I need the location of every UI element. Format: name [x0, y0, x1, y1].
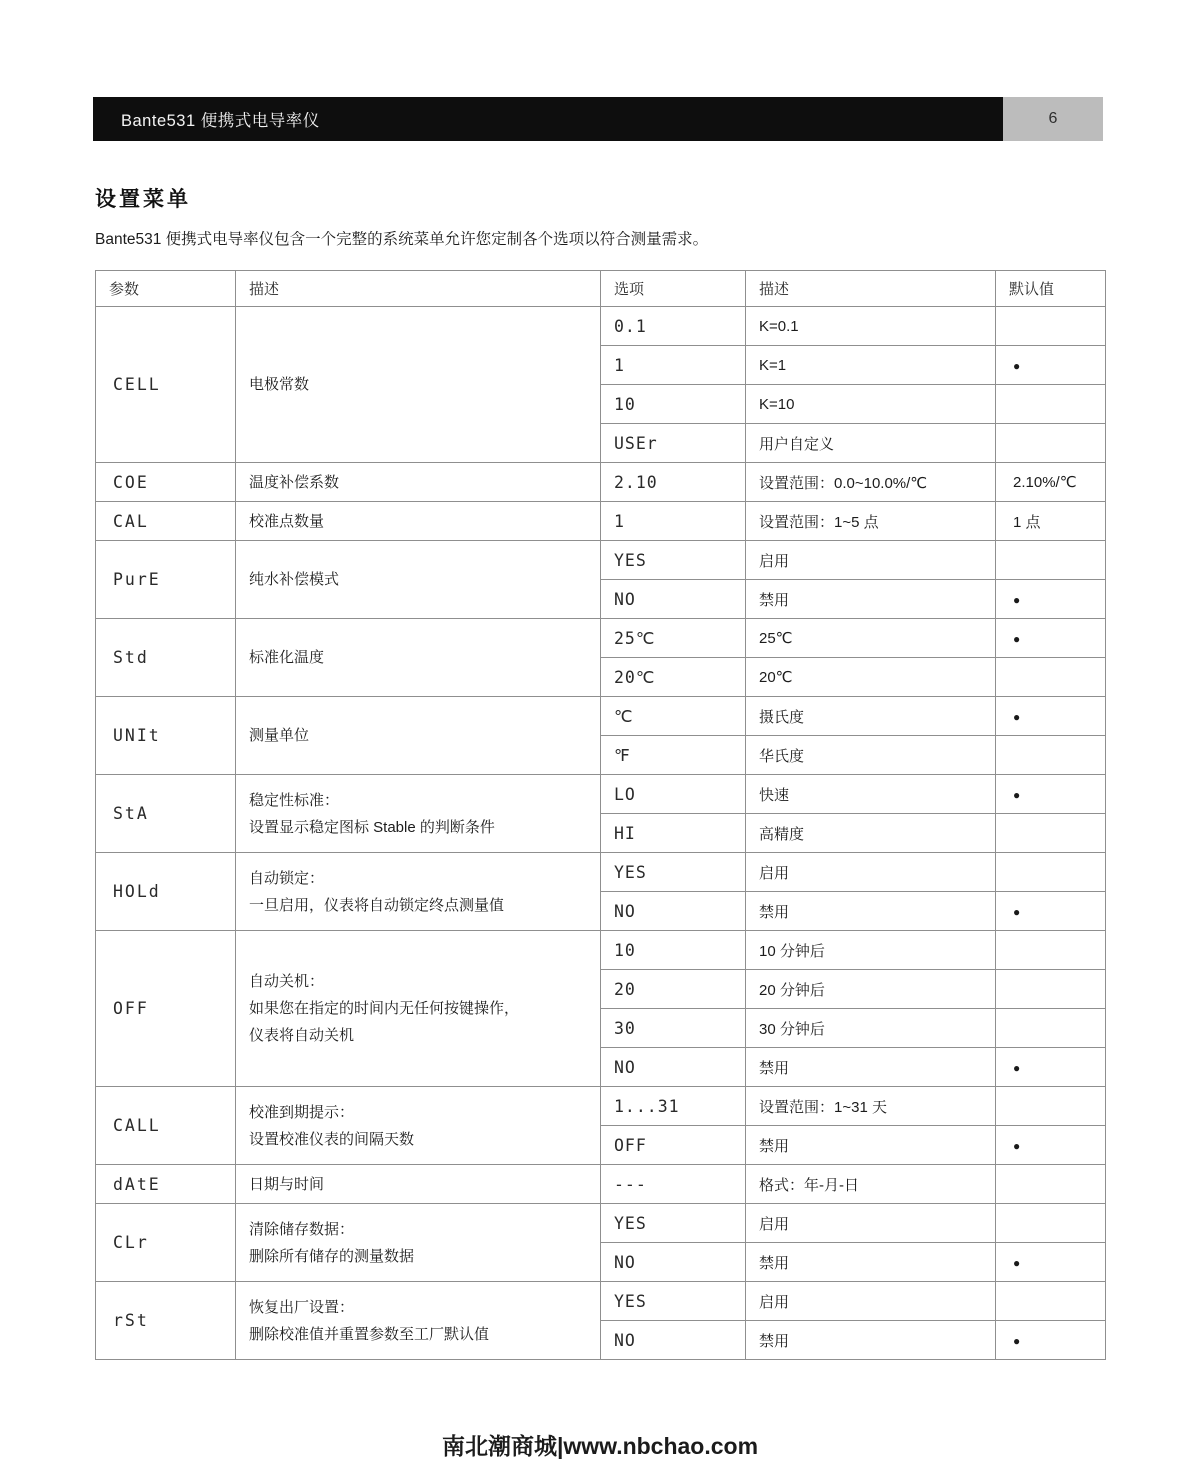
- option-description-cell: 格式：年-月-日: [746, 1165, 996, 1204]
- option-description-cell: 高精度: [746, 814, 996, 853]
- parameter-cell: HOLd: [96, 853, 236, 931]
- default-value-cell: [996, 580, 1106, 619]
- default-value-cell: [996, 892, 1106, 931]
- default-bullet: ●: [1013, 358, 1021, 373]
- parameter-description-cell: [236, 775, 601, 853]
- table-row: [96, 931, 1106, 970]
- description-line: 一旦启用，仪表将自动锁定终点测量值: [249, 896, 505, 914]
- default-value-cell: [996, 1204, 1106, 1243]
- option-value-cell: YES: [601, 541, 746, 580]
- description-line: 如果您在指定的时间内无任何按键操作，: [249, 1000, 520, 1017]
- default-bullet: ●: [1013, 631, 1021, 646]
- description-line: 标准化温度: [249, 649, 325, 666]
- option-value-cell: OFF: [601, 1126, 746, 1165]
- default-value-cell: [996, 775, 1106, 814]
- parameter-description-cell: [236, 541, 601, 619]
- column-header: 描述: [236, 271, 601, 307]
- default-value-cell: [996, 385, 1106, 424]
- description-line: 自动锁定：: [249, 869, 325, 887]
- default-value-cell: [996, 1009, 1106, 1048]
- option-description-cell: K=1: [746, 346, 996, 385]
- option-value-cell: 25℃: [601, 619, 746, 658]
- settings-table-body: [96, 307, 1106, 1360]
- option-description-cell: 启用: [746, 1204, 996, 1243]
- default-value-cell: [996, 307, 1106, 346]
- option-description-cell: 禁用: [746, 892, 996, 931]
- option-value-cell: 1: [601, 502, 746, 541]
- option-value-cell: NO: [601, 1243, 746, 1282]
- option-description-cell: 快速: [746, 775, 996, 814]
- table-row: [96, 619, 1106, 658]
- option-description-cell: 用户自定义: [746, 424, 996, 463]
- default-value-cell: [996, 853, 1106, 892]
- description-line: 仪表将自动关机: [249, 1027, 355, 1044]
- parameter-description-cell: [236, 1165, 601, 1204]
- option-value-cell: 20℃: [601, 658, 746, 697]
- option-value-cell: 20: [601, 970, 746, 1009]
- option-description-cell: 启用: [746, 853, 996, 892]
- option-description-cell: 设置范围：1~5 点: [746, 502, 996, 541]
- option-value-cell: LO: [601, 775, 746, 814]
- option-value-cell: ℉: [601, 736, 746, 775]
- default-value-cell: [996, 697, 1106, 736]
- option-value-cell: 1...31: [601, 1087, 746, 1126]
- parameter-cell: dAtE: [96, 1165, 236, 1204]
- parameter-description-cell: [236, 1204, 601, 1282]
- parameter-cell: CAL: [96, 502, 236, 541]
- option-description-cell: 20℃: [746, 658, 996, 697]
- description-line: 温度补偿系数: [249, 473, 340, 491]
- table-row: [96, 541, 1106, 580]
- column-header: 选项: [601, 271, 746, 307]
- table-row: [96, 1165, 1106, 1204]
- option-description-cell: 禁用: [746, 580, 996, 619]
- parameter-description-cell: [236, 307, 601, 463]
- parameter-cell: Std: [96, 619, 236, 697]
- column-header: 参数: [96, 271, 236, 307]
- parameter-cell: rSt: [96, 1282, 236, 1360]
- option-value-cell: ---: [601, 1165, 746, 1204]
- option-description-cell: 禁用: [746, 1048, 996, 1087]
- page-number: 6: [1003, 97, 1103, 141]
- option-value-cell: 2.10: [601, 463, 746, 502]
- default-bullet: ●: [1013, 787, 1021, 802]
- column-header: 默认值: [996, 271, 1106, 307]
- table-header-row: [96, 271, 1106, 307]
- option-value-cell: NO: [601, 892, 746, 931]
- description-line: 删除所有储存的测量数据: [249, 1247, 415, 1265]
- option-description-cell: K=10: [746, 385, 996, 424]
- default-value-cell: [996, 424, 1106, 463]
- parameter-description-cell: [236, 619, 601, 697]
- option-description-cell: 设置范围：0.0~10.0%/℃: [746, 463, 996, 502]
- table-row: [96, 853, 1106, 892]
- option-value-cell: 0.1: [601, 307, 746, 346]
- description-line: 设置显示稳定图标 Stable 的判断条件: [249, 818, 495, 836]
- default-value-cell: [996, 814, 1106, 853]
- default-value-cell: [996, 1087, 1106, 1126]
- default-value-cell: [996, 619, 1106, 658]
- parameter-cell: CLr: [96, 1204, 236, 1282]
- option-description-cell: 20 分钟后: [746, 970, 996, 1009]
- default-value-cell: 2.10%/℃: [996, 463, 1106, 502]
- parameter-description-cell: [236, 697, 601, 775]
- parameter-description-cell: [236, 1087, 601, 1165]
- option-value-cell: NO: [601, 1048, 746, 1087]
- description-line: 电极常数: [249, 376, 310, 393]
- default-value-cell: [996, 1243, 1106, 1282]
- description-line: 测量单位: [249, 727, 310, 744]
- option-description-cell: 30 分钟后: [746, 1009, 996, 1048]
- default-value-cell: [996, 1126, 1106, 1165]
- settings-table: [95, 270, 1106, 1360]
- parameter-description-cell: [236, 502, 601, 541]
- description-line: 纯水补偿模式: [249, 571, 340, 588]
- page-header: [93, 97, 1103, 141]
- parameter-description-cell: [236, 1282, 601, 1360]
- option-value-cell: NO: [601, 580, 746, 619]
- default-bullet: ●: [1013, 1060, 1021, 1075]
- option-value-cell: ℃: [601, 697, 746, 736]
- parameter-description-cell: [236, 931, 601, 1087]
- table-row: [96, 307, 1106, 346]
- default-value-cell: [996, 1048, 1106, 1087]
- option-value-cell: 10: [601, 931, 746, 970]
- default-bullet: ●: [1013, 709, 1021, 724]
- option-value-cell: 10: [601, 385, 746, 424]
- default-bullet: ●: [1013, 1255, 1021, 1270]
- default-bullet: ●: [1013, 592, 1021, 607]
- table-row: [96, 697, 1106, 736]
- option-description-cell: 华氏度: [746, 736, 996, 775]
- parameter-cell: OFF: [96, 931, 236, 1087]
- option-description-cell: 25℃: [746, 619, 996, 658]
- default-value-cell: [996, 736, 1106, 775]
- parameter-cell: PurE: [96, 541, 236, 619]
- parameter-description-cell: [236, 463, 601, 502]
- description-line: 设置校准仪表的间隔天数: [249, 1130, 415, 1148]
- option-description-cell: 禁用: [746, 1126, 996, 1165]
- option-description-cell: 摄氏度: [746, 697, 996, 736]
- option-description-cell: 启用: [746, 541, 996, 580]
- table-row: [96, 502, 1106, 541]
- default-bullet: ●: [1013, 904, 1021, 919]
- default-bullet: ●: [1013, 1333, 1021, 1348]
- option-value-cell: USEr: [601, 424, 746, 463]
- description-line: 校准到期提示：: [249, 1103, 355, 1121]
- column-header: 描述: [746, 271, 996, 307]
- option-description-cell: 10 分钟后: [746, 931, 996, 970]
- default-value-cell: [996, 1165, 1106, 1204]
- default-value-cell: [996, 1282, 1106, 1321]
- table-row: [96, 463, 1106, 502]
- parameter-cell: CALL: [96, 1087, 236, 1165]
- option-value-cell: YES: [601, 853, 746, 892]
- description-line: 稳定性标准：: [249, 791, 340, 809]
- parameter-cell: StA: [96, 775, 236, 853]
- option-value-cell: 30: [601, 1009, 746, 1048]
- default-value-cell: [996, 658, 1106, 697]
- option-description-cell: 启用: [746, 1282, 996, 1321]
- option-value-cell: YES: [601, 1204, 746, 1243]
- default-value-cell: [996, 1321, 1106, 1360]
- table-row: [96, 1204, 1106, 1243]
- section-title: 设置菜单: [95, 188, 191, 211]
- description-line: 校准点数量: [249, 512, 325, 530]
- footer-text: 南北潮商城|www.nbchao.com: [441, 1433, 759, 1459]
- header-title: Bante531 便携式电导率仪: [93, 97, 1003, 141]
- table-row: [96, 1282, 1106, 1321]
- option-description-cell: 设置范围：1~31 天: [746, 1087, 996, 1126]
- default-bullet: ●: [1013, 1138, 1021, 1153]
- parameter-cell: COE: [96, 463, 236, 502]
- option-value-cell: 1: [601, 346, 746, 385]
- description-line: 清除储存数据：: [249, 1220, 355, 1238]
- parameter-cell: UNIt: [96, 697, 236, 775]
- default-value-cell: [996, 346, 1106, 385]
- option-description-cell: 禁用: [746, 1243, 996, 1282]
- description-line: 自动关机：: [249, 973, 325, 990]
- parameter-description-cell: [236, 853, 601, 931]
- parameter-cell: CELL: [96, 307, 236, 463]
- description-line: 恢复出厂设置：: [249, 1298, 355, 1316]
- table-row: [96, 775, 1106, 814]
- default-value-cell: [996, 541, 1106, 580]
- default-value-cell: 1 点: [996, 502, 1106, 541]
- option-description-cell: K=0.1: [746, 307, 996, 346]
- description-line: 删除校准值并重置参数至工厂默认值: [249, 1325, 490, 1343]
- option-value-cell: YES: [601, 1282, 746, 1321]
- intro-text: Bante531 便携式电导率仪包含一个完整的系统菜单允许您定制各个选项以符合测量需求。: [95, 231, 709, 248]
- default-value-cell: [996, 931, 1106, 970]
- option-description-cell: 禁用: [746, 1321, 996, 1360]
- default-value-cell: [996, 970, 1106, 1009]
- option-value-cell: HI: [601, 814, 746, 853]
- option-value-cell: NO: [601, 1321, 746, 1360]
- description-line: 日期与时间: [249, 1175, 325, 1193]
- table-row: [96, 1087, 1106, 1126]
